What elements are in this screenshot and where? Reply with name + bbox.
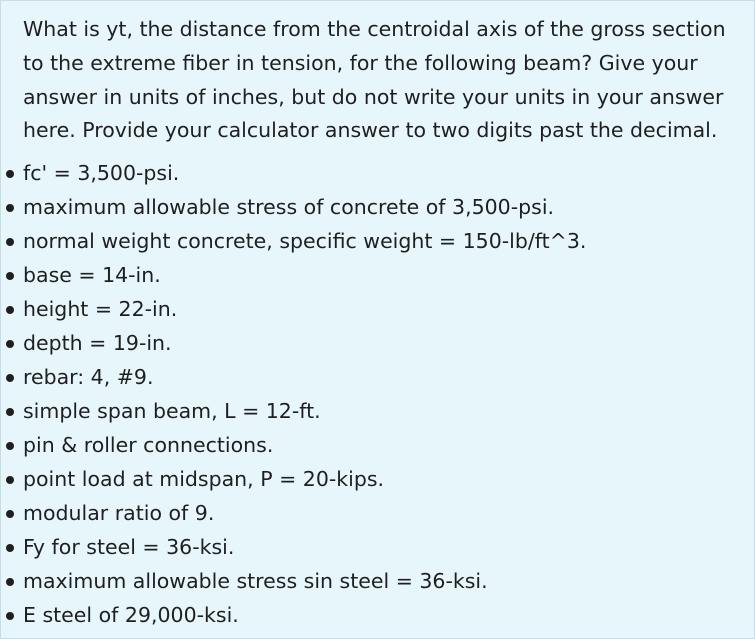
list-item xyxy=(1,462,586,496)
bullet-icon xyxy=(6,204,14,212)
list-item-text: pin & roller connections. xyxy=(23,433,274,457)
bullet-icon xyxy=(6,544,14,552)
list-item-text: maximum allowable stress of concrete of 3,500-psi. xyxy=(23,195,555,219)
bullet-icon xyxy=(6,170,14,178)
list-item xyxy=(1,224,586,258)
list-item-text: point load at midspan, P = 20-kips. xyxy=(23,467,385,491)
list-item xyxy=(1,156,586,190)
list-item-text: normal weight concrete, specific weight = 150-lb/ft^3. xyxy=(23,229,587,253)
bullet-icon xyxy=(6,272,14,280)
list-item xyxy=(1,598,586,632)
bullet-icon xyxy=(6,374,14,382)
bullet-icon xyxy=(6,408,14,416)
bullet-icon xyxy=(6,612,14,620)
given-data-list xyxy=(1,156,586,632)
list-item-text: fc' = 3,500-psi. xyxy=(23,161,180,185)
question-text: What is yt, the distance from the centroidal axis of the gross section to the extreme fiber in tension, for the following beam? Give your answer in units of inches, but do not write your units in your answer here. Provide your calculator answer to two digits past the decimal. xyxy=(23,17,726,143)
bullet-icon xyxy=(6,306,14,314)
bullet-icon xyxy=(6,578,14,586)
list-item-text: height = 22-in. xyxy=(23,297,178,321)
bullet-icon xyxy=(6,476,14,484)
list-item xyxy=(1,360,586,394)
bullet-icon xyxy=(6,340,14,348)
list-item-text: maximum allowable stress sin steel = 36-ksi. xyxy=(23,569,488,593)
list-item-text: Fy for steel = 36-ksi. xyxy=(23,535,235,559)
list-item-text: simple span beam, L = 12-ft. xyxy=(23,399,321,423)
list-item-text: depth = 19-in. xyxy=(23,331,172,355)
list-item xyxy=(1,530,586,564)
list-item-text: base = 14-in. xyxy=(23,263,161,287)
list-item-text: E steel of 29,000-ksi. xyxy=(23,603,239,627)
list-item xyxy=(1,190,586,224)
list-item xyxy=(1,292,586,326)
bullet-icon xyxy=(6,442,14,450)
list-item xyxy=(1,326,586,360)
bullet-icon xyxy=(6,510,14,518)
list-item-text: rebar: 4, #9. xyxy=(23,365,154,389)
list-item xyxy=(1,394,586,428)
list-item xyxy=(1,428,586,462)
list-item-text: modular ratio of 9. xyxy=(23,501,215,525)
list-item xyxy=(1,258,586,292)
list-item xyxy=(1,564,586,598)
list-item xyxy=(1,496,586,530)
bullet-icon xyxy=(6,238,14,246)
